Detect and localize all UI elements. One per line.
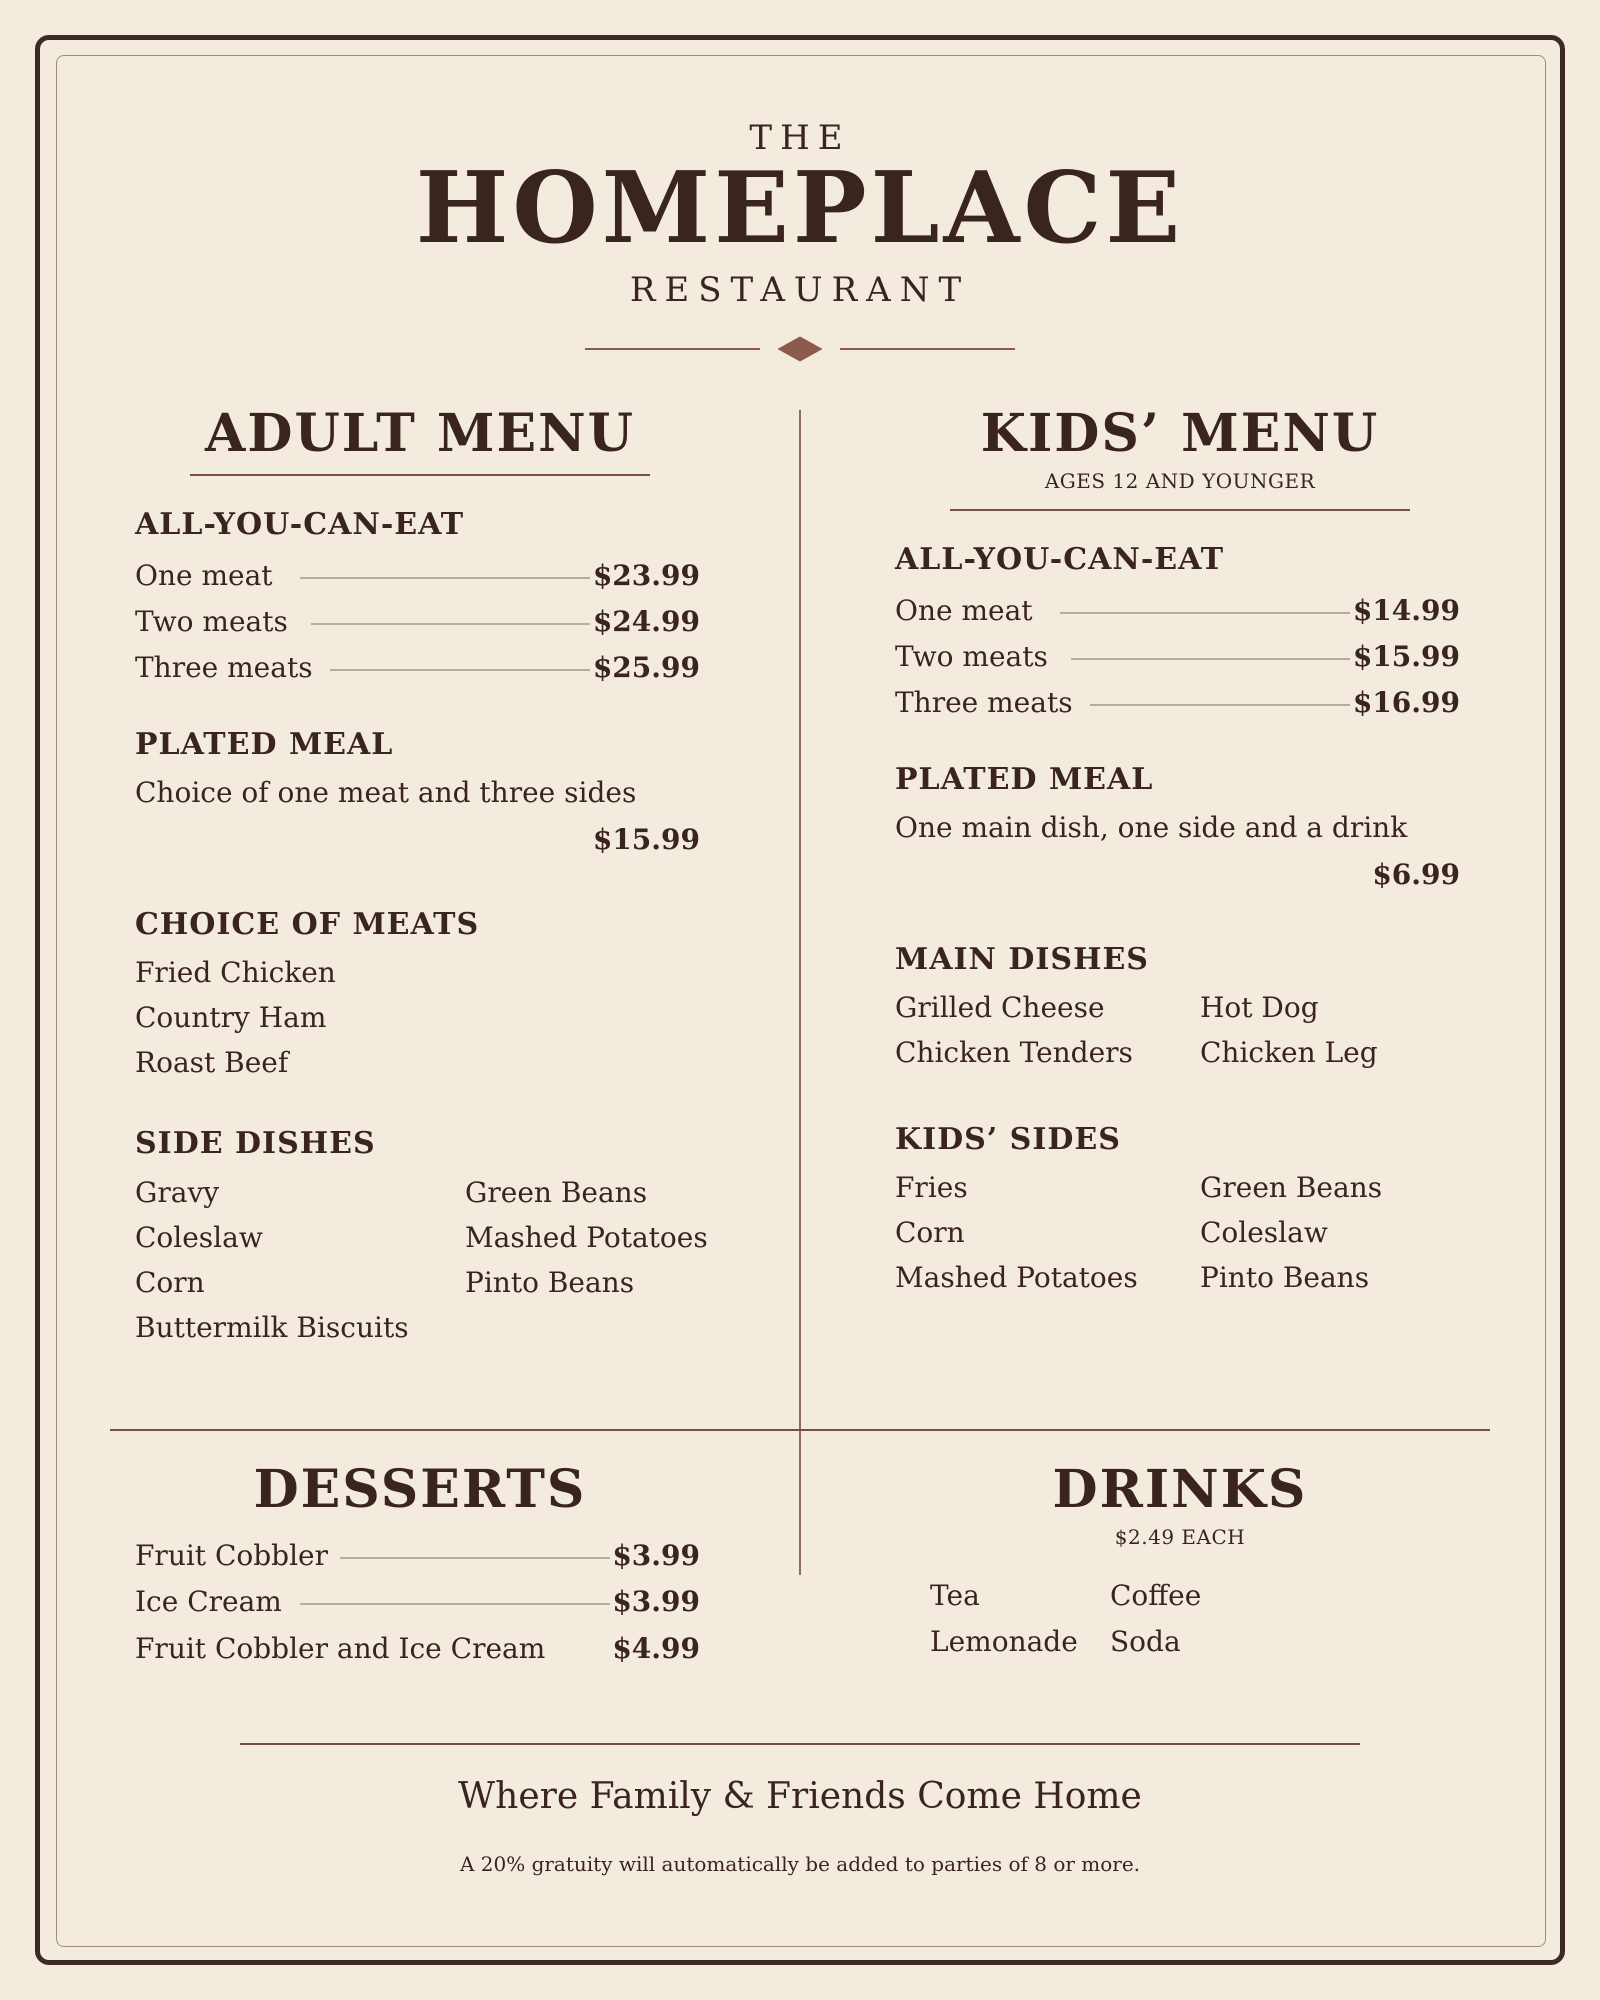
list-item: Corn xyxy=(135,1266,205,1299)
ornament-line-left xyxy=(585,348,760,350)
list-item: Coleslaw xyxy=(1200,1216,1328,1249)
item-price: $24.99 xyxy=(592,605,700,638)
header-the: THE xyxy=(749,118,851,158)
column-divider xyxy=(799,410,801,1575)
list-item: Mashed Potatoes xyxy=(895,1261,1138,1294)
list-item: Chicken Leg xyxy=(1200,1036,1378,1069)
item-name: Two meats xyxy=(895,640,1048,673)
item-name: Three meats xyxy=(135,651,313,684)
ornament-line-right xyxy=(840,348,1015,350)
kids-menu-subtitle: AGES 12 AND YOUNGER xyxy=(1044,469,1316,493)
item-name: Three meats xyxy=(895,686,1073,719)
item-name: Fruit Cobbler and Ice Cream xyxy=(135,1632,546,1665)
list-item: Gravy xyxy=(135,1176,220,1209)
item-name: Ice Cream xyxy=(135,1585,282,1618)
adult-title-rule xyxy=(190,474,650,476)
item-price: $15.99 xyxy=(1352,640,1460,673)
list-item: Fries xyxy=(895,1171,968,1204)
kids-title-rule xyxy=(950,509,1410,511)
list-item: Fried Chicken xyxy=(135,956,336,989)
item-name: Fruit Cobbler xyxy=(135,1539,328,1572)
adult-menu-title: ADULT MENU xyxy=(205,403,635,464)
adult-meats-title: CHOICE OF MEATS xyxy=(135,907,480,942)
leader-line xyxy=(1071,658,1350,660)
item-price: $4.99 xyxy=(612,1632,700,1665)
adult-plated-desc: Choice of one meat and three sides xyxy=(135,776,637,809)
item-price: $3.99 xyxy=(612,1539,700,1572)
item-name: Two meats xyxy=(135,605,288,638)
desserts-title: DESSERTS xyxy=(253,1459,587,1520)
list-item: Mashed Potatoes xyxy=(465,1221,708,1254)
list-item: Lemonade xyxy=(930,1625,1078,1658)
adult-sides-title: SIDE DISHES xyxy=(135,1126,376,1161)
item-name: One meat xyxy=(895,594,1033,627)
list-item: Coleslaw xyxy=(135,1221,263,1254)
kids-plated-title: PLATED MEAL xyxy=(895,762,1154,797)
list-item: Chicken Tenders xyxy=(895,1036,1133,1069)
restaurant-name: HOMEPLACE xyxy=(415,151,1185,266)
leader-line xyxy=(300,577,590,579)
gratuity-note: A 20% gratuity will automatically be added to parties of 8 or more. xyxy=(459,1852,1141,1876)
section-divider xyxy=(110,1429,1490,1431)
footer-rule xyxy=(240,1743,1360,1745)
list-item: Coffee xyxy=(1110,1579,1202,1612)
kids-mains-title: MAIN DISHES xyxy=(895,942,1149,977)
list-item: Green Beans xyxy=(1200,1171,1383,1204)
list-item: Pinto Beans xyxy=(465,1266,635,1299)
list-item: Roast Beef xyxy=(135,1046,289,1079)
kids-plated-desc: One main dish, one side and a drink xyxy=(895,811,1408,844)
leader-line xyxy=(1060,612,1350,614)
tagline: Where Family & Friends Come Home xyxy=(458,1776,1142,1817)
adult-ayce-title: ALL-YOU-CAN-EAT xyxy=(135,507,465,542)
list-item: Corn xyxy=(895,1216,965,1249)
list-item: Tea xyxy=(930,1579,980,1612)
leader-line xyxy=(1090,704,1350,706)
kids-ayce-title: ALL-YOU-CAN-EAT xyxy=(895,542,1225,577)
header-subtitle: RESTAURANT xyxy=(629,270,971,310)
kids-plated-price: $6.99 xyxy=(1372,858,1460,891)
item-price: $25.99 xyxy=(592,651,700,684)
list-item: Hot Dog xyxy=(1200,991,1319,1024)
item-price: $16.99 xyxy=(1352,686,1460,719)
list-item: Green Beans xyxy=(465,1176,648,1209)
item-price: $23.99 xyxy=(592,559,700,592)
leader-line xyxy=(311,623,590,625)
item-name: One meat xyxy=(135,559,273,592)
list-item: Buttermilk Biscuits xyxy=(135,1311,409,1344)
kids-menu-title: KIDS’ MENU xyxy=(980,403,1380,464)
adult-plated-title: PLATED MEAL xyxy=(135,727,394,762)
list-item: Soda xyxy=(1110,1625,1181,1658)
kids-sides-title: KIDS’ SIDES xyxy=(895,1122,1121,1157)
list-item: Grilled Cheese xyxy=(895,991,1105,1024)
drinks-title: DRINKS xyxy=(1052,1459,1308,1520)
item-price: $14.99 xyxy=(1352,594,1460,627)
list-item: Country Ham xyxy=(135,1001,327,1034)
leader-line xyxy=(330,669,590,671)
adult-plated-price: $15.99 xyxy=(592,823,700,856)
list-item: Pinto Beans xyxy=(1200,1261,1370,1294)
drinks-subtitle: $2.49 EACH xyxy=(1114,1525,1246,1549)
item-price: $3.99 xyxy=(612,1585,700,1618)
